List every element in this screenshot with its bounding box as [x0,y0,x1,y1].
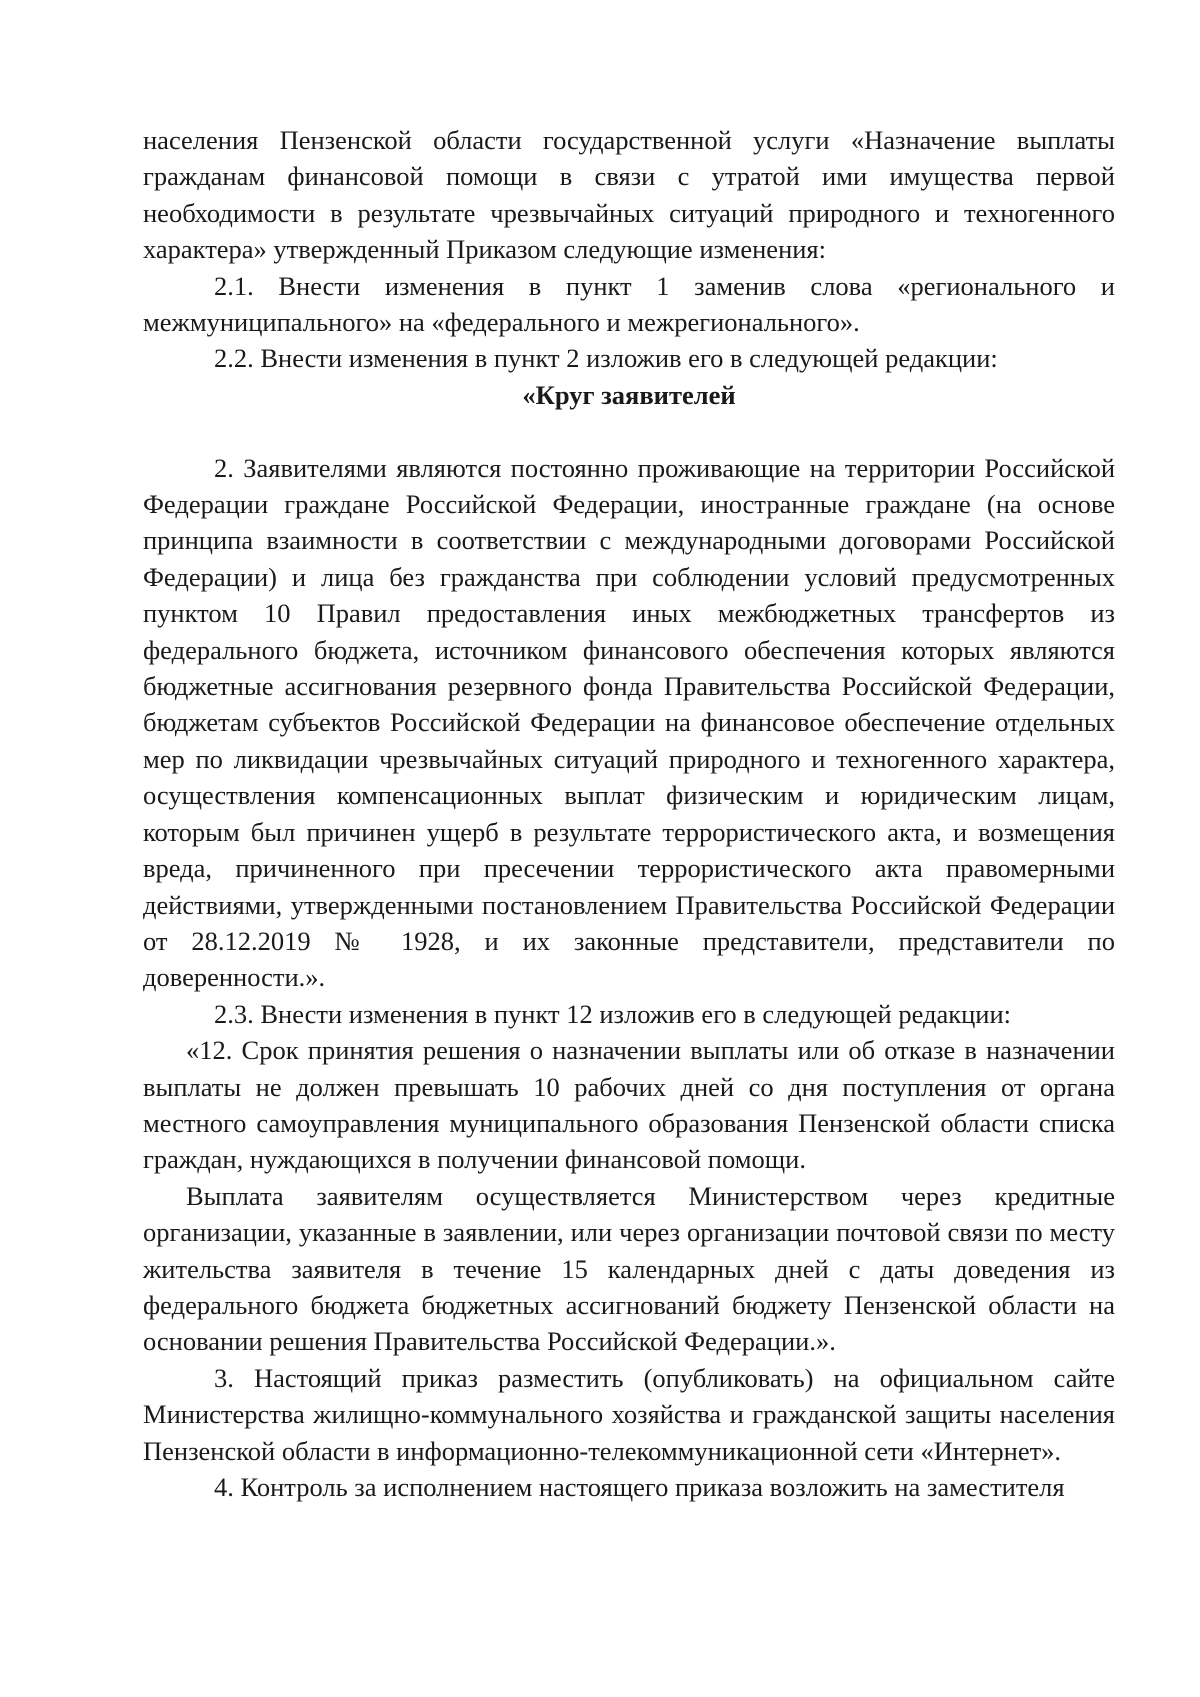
paragraph-2-1: 2.1. Внести изменения в пункт 1 заменив слова «регионального и межмуниципального» на «федерального и межрегионального». [143,270,1115,338]
paragraph-2-2: 2.2. Внести изменения в пункт 2 изложив его в следующей редакции: [214,343,998,374]
section-heading: «Круг заявителей [522,379,736,410]
paragraph-3: 3. Настоящий приказ разместить (опубликовать) на официальном сайте Министерства жилищно-коммунального хозяйства и гражданской защиты населения Пензенской области в информационно-телекоммуникационной сети «Интернет». [143,1362,1115,1466]
document-body [143,122,1115,1505]
blank-line [143,413,1115,449]
paragraph-intro: населения Пензенской области государственной услуги «Назначение выплаты гражданам финансовой помощи в связи с утратой ими имущества первой необходимости в результате чрезвычайных ситуаций природного и техногенного характера» утвержденный Приказом следующие изменения: [143,125,1115,265]
paragraph-payment: Выплата заявителям осуществляется Министерством через кредитные организации, указанные в заявлении, или через организации почтовой связи по месту жительства заявителя в течение 15 календарных дней с даты доведения из федерального бюджета бюджетных ассигнований бюджету Пензенской области на основании решения Правительства Российской Федерации.». [143,1180,1115,1357]
paragraph-4: 4. Контроль за исполнением настоящего приказа возложить на заместителя [214,1472,1065,1503]
paragraph-item-2: 2. Заявителями являются постоянно проживающие на территории Российской Федерации граждане Российской Федерации, иностранные граждане (на основе принципа взаимности в соответствии с международными договорами Российской Федерации) и лица без гражданства при соблюдении условий предусмотренных пунктом 10 Правил предоставления иных межбюджетных трансфертов из федерального бюджета, источником финансового обеспечения которых являются бюджетные ассигнования резервного фонда Правительства Российской Федерации, бюджетам субъектов Российской Федерации на финансовое обеспечение отдельных мер по ликвидации чрезвычайных ситуаций природного и техногенного характера, осуществления компенсационных выплат физическим и юридическим лицам, которым был причинен ущерб в результате террористического акта, и возмещения вреда, причиненного при пресечении террористического акта правомерными действиями, утвержденными постановлением Правительства Российской Федерации от 28.12.2019 № 1928, и их законные представители, представители по доверенности.». [143,452,1115,993]
paragraph-item-12: «12. Срок принятия решения о назначении выплаты или об отказе в назначении выплаты не должен превышать 10 рабочих дней со дня поступления от органа местного самоуправления муниципального образования Пензенской области списка граждан, нуждающихся в получении финансовой помощи. [143,1035,1115,1175]
paragraph-2-3: 2.3. Внести изменения в пункт 12 изложив его в следующей редакции: [214,998,1012,1029]
